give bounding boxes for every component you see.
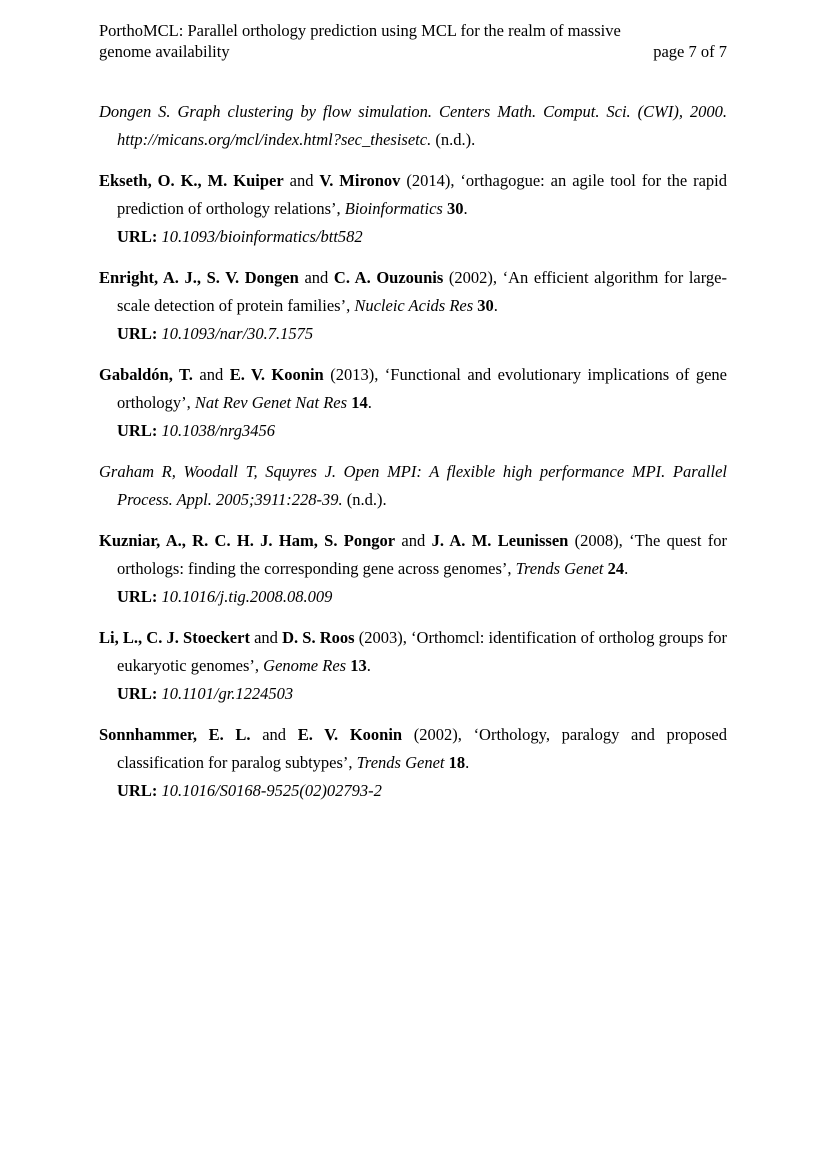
reference-segment: 13 [350,656,367,675]
reference-segment: . [493,296,498,315]
reference-segment: . [465,753,470,772]
reference-segment: Nucleic Acids Res [354,296,474,315]
reference-url-row [99,680,727,708]
reference-segment: V. Mironov [319,171,401,190]
reference-segment: Ekseth, O. K., M. Kuiper [99,171,284,190]
reference-segment: . [367,393,372,412]
reference-entry [99,527,727,611]
reference-url-value: 10.1093/bioinformatics/btt582 [161,227,363,246]
reference-entry [99,721,727,805]
reference-segment: Nat Rev Genet Nat Res [194,393,348,412]
reference-segment: . [624,559,629,578]
reference-text [99,458,727,514]
reference-segment: (2002), ‘Orthology, paralogy and proposed classification for paralog subtypes’, [117,725,727,772]
reference-segment: (2008), ‘The quest for orthologs: finding the corresponding gene across genomes’, [117,531,727,578]
reference-segment: Bioinformatics [344,199,443,218]
reference-segment: E. V. Koonin [297,725,403,744]
reference-segment: and [249,628,283,647]
reference-entry [99,624,727,708]
reference-segment: Gabaldón, T. [99,365,193,384]
reference-segment: 18 [448,753,466,772]
reference-segment: . [463,199,468,218]
reference-url-label: URL: [117,421,158,440]
reference-segment: 14 [351,393,368,412]
reference-entry [99,167,727,251]
reference-url-row [99,583,727,611]
reference-segment: Graham R, Woodall T, Squyres J. Open MPI: A flexible high performance MPI. Parallel Process. Appl. 2005;3911:228-39. [99,462,727,509]
reference-segment: Enright, A. J., S. V. Dongen [99,268,299,287]
reference-segment: Trends Genet [515,559,604,578]
reference-url-row [99,777,727,805]
reference-text [99,167,727,223]
reference-segment: and [283,171,320,190]
reference-url-value: 10.1038/nrg3456 [161,421,275,440]
reference-entry [99,458,727,514]
reference-entry [99,361,727,445]
reference-url-label: URL: [117,781,158,800]
reference-segment: (2014), ‘orthagogue: an agile tool for the rapid prediction of orthology relations’, [117,171,728,218]
reference-text [99,98,727,154]
reference-segment: 24 [607,559,625,578]
reference-url-value: 10.1016/j.tig.2008.08.009 [161,587,333,606]
reference-text [99,527,727,583]
reference-segment: (n.d.). [342,490,387,509]
reference-entry [99,98,727,154]
reference-list [99,98,727,805]
reference-segment: and [395,531,432,550]
reference-segment: (2002), ‘An efficient algorithm for large-scale detection of protein families’, [117,268,727,315]
reference-segment: D. S. Roos [282,628,355,647]
reference-segment: E. V. Koonin [229,365,324,384]
reference-url-label: URL: [117,587,158,606]
page-number: page 7 of 7 [653,42,727,61]
reference-text [99,721,727,777]
running-header [99,20,727,62]
reference-segment: . [366,656,371,675]
reference-segment: Dongen S. Graph clustering by flow simulation. Centers Math. Comput. Sci. (CWI), 2000. http://micans.org/mcl/index.html?sec_thesisetc. [99,102,727,149]
reference-url-value: 10.1093/nar/30.7.1575 [161,324,314,343]
reference-segment: (2003), ‘Orthomcl: identification of ortholog groups for eukaryotic genomes’, [117,628,727,675]
reference-url-label: URL: [117,324,158,343]
reference-segment: (n.d.). [431,130,476,149]
reference-url-row [99,417,727,445]
reference-segment: Sonnhammer, E. L. [99,725,251,744]
reference-segment: J. A. M. Leunissen [431,531,569,550]
reference-url-row [99,320,727,348]
reference-segment: Genome Res [263,656,347,675]
reference-segment: Li, L., C. J. Stoeckert [99,628,250,647]
reference-url-value: 10.1101/gr.1224503 [161,684,294,703]
reference-segment: and [192,365,230,384]
reference-segment: 30 [446,199,464,218]
reference-url-row [99,223,727,251]
reference-segment: and [250,725,298,744]
reference-entry [99,264,727,348]
reference-segment: Kuzniar, A., R. C. H. J. Ham, S. Pongor [99,531,396,550]
reference-url-label: URL: [117,684,158,703]
reference-url-label: URL: [117,227,158,246]
reference-text [99,361,727,417]
reference-segment: Trends Genet [356,753,445,772]
reference-segment: C. A. Ouzounis [333,268,444,287]
reference-segment: 30 [477,296,494,315]
reference-segment: (2013), ‘Functional and evolutionary implications of gene orthology’, [117,365,727,412]
paper-title: PorthoMCL: Parallel orthology prediction using MCL for the realm of massive genome availability [99,21,621,61]
reference-text [99,624,727,680]
reference-text [99,264,727,320]
reference-url-value: 10.1016/S0168-9525(02)02793-2 [161,781,382,800]
reference-segment: and [298,268,334,287]
